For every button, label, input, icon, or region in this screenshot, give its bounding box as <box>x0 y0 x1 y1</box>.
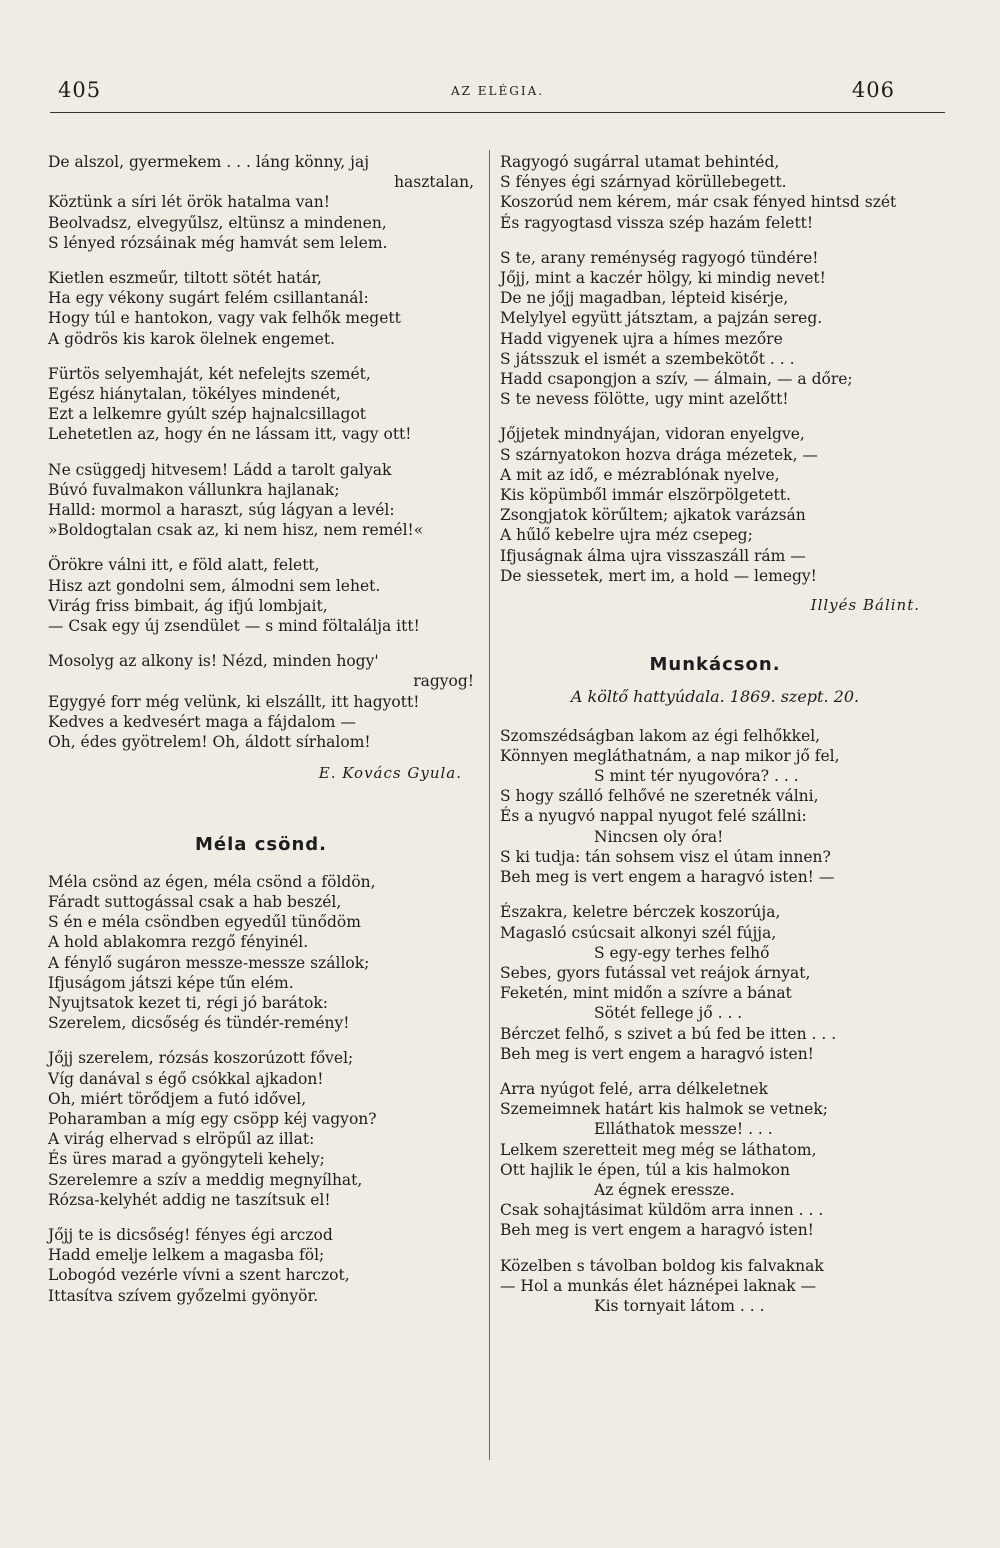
verse-line: Víg danával s égő csókkal ajkadon! <box>48 1069 324 1088</box>
verse-line: Arra nyúgot felé, arra délkeletnek <box>500 1079 768 1098</box>
verse-line: Koszorúd nem kérem, már csak fényed hintsd szét <box>500 193 897 212</box>
author-signature: Illyés Bálint. <box>810 596 920 615</box>
verse-line: Búvó fuvalmakon vállunkra hajlanak; <box>48 480 340 499</box>
verse-line: És a nyugvó nappal nyugot felé szállni: <box>500 807 807 826</box>
verse-line: De alszol, gyermekem . . . láng könny, jaj <box>48 153 369 171</box>
poem-title: Munkácson. <box>649 654 781 676</box>
verse-line: Sötét fellege jő . . . <box>594 1004 743 1023</box>
verse-line: Beh meg is vert engem a haragvó isten! <box>500 1044 814 1063</box>
verse-line: Ragyogó sugárral utamat behintéd, <box>500 153 780 171</box>
stanza <box>48 1225 474 1306</box>
stanza <box>48 152 474 253</box>
verse-line: Szerelem, dicsőség és tündér-remény! <box>48 1014 350 1033</box>
verse-line: Feketén, mint midőn a szívre a bánat <box>500 984 792 1003</box>
verse-line: Az égnek eressze. <box>594 1180 735 1199</box>
verse-line: Lelkem szeretteit meg még se láthatom, <box>500 1140 817 1159</box>
stanza <box>48 555 474 636</box>
verse-line: Csak sohajtásimat küldöm arra innen . . . <box>500 1201 824 1220</box>
verse-line: Méla csönd az égen, méla csönd a földön, <box>48 872 376 891</box>
right-column <box>500 152 930 1331</box>
verse-line: Jőjj szerelem, rózsás koszorúzott fővel; <box>48 1049 354 1068</box>
stanza <box>48 1048 474 1210</box>
verse-line: — Csak egy új zsendület — s mind föltalálja itt! <box>48 617 420 636</box>
verse-line: Ne csüggedj hitvesem! Ládd a tarolt galyak <box>48 460 392 479</box>
verse-line: Oh, miért törődjem a futó idővel, <box>48 1089 307 1108</box>
verse-line: S fényes égi szárnyad körüllebegett. <box>500 173 787 192</box>
poem-munkacson <box>500 655 930 1316</box>
verse-line: Örökre válni itt, e föld alatt, felett, <box>48 556 320 575</box>
stanza <box>500 152 930 233</box>
verse-line: Közelben s távolban boldog kis falvaknak <box>500 1256 824 1275</box>
stanza <box>48 268 474 349</box>
verse-line: Ott hajlik le épen, túl a kis halmokon <box>500 1160 790 1179</box>
poem-subtitle: A költő hattyúdala. 1869. szept. 20. <box>570 687 860 707</box>
verse-line: Kietlen eszmeűr, tiltott sötét határ, <box>48 269 322 288</box>
page-header <box>50 78 945 113</box>
verse-line: Hisz azt gondolni sem, álmodni sem lehet. <box>48 576 381 595</box>
left-column <box>48 152 474 1321</box>
verse-line: Fáradt suttogással csak a hab beszél, <box>48 892 342 911</box>
stanza <box>500 1256 930 1317</box>
verse-line: Ifjuságnak álma ujra visszaszáll rám — <box>500 546 806 565</box>
verse-line: S én e méla csöndben egyedűl tünődöm <box>48 913 361 932</box>
verse-line: Rózsa-kelyhét addig ne taszítsuk el! <box>48 1190 331 1209</box>
verse-line: Egész hiánytalan, tökélyes mindenét, <box>48 385 341 404</box>
stanza <box>500 248 930 410</box>
verse-line: S lényed rózsáinak még hamvát sem lelem. <box>48 233 388 252</box>
verse-line: Virág friss bimbait, ág ifjú lombjait, <box>48 596 328 615</box>
poem-mela-csond-continued <box>500 152 930 615</box>
verse-line: Ha egy vékony sugárt felém csillantanál: <box>48 289 369 308</box>
poem-mela-csond <box>48 835 474 1305</box>
verse-line: Bérczet felhő, s szivet a bú fed be itten . . . <box>500 1024 837 1043</box>
stanza <box>500 902 930 1064</box>
stanza <box>48 872 474 1034</box>
verse-line: De siessetek, mert im, a hold — lemegy! <box>500 566 817 585</box>
stanza <box>500 424 930 586</box>
verse-line: S te nevess fölötte, ugy mint azelőtt! <box>500 390 789 409</box>
verse-line: Hogy túl e hantokon, vagy vak felhők megett <box>48 309 401 328</box>
page-number-right: 406 <box>851 78 895 102</box>
verse-line: Északra, keletre bérczek koszorúja, <box>500 903 781 922</box>
verse-line: S egy-egy terhes felhő <box>594 943 770 962</box>
verse-line: ragyog! <box>413 672 474 691</box>
verse-line: Kedves a kedvesért maga a fájdalom — <box>48 712 356 731</box>
verse-line: Jőjj te is dicsőség! fényes égi arczod <box>48 1225 333 1244</box>
verse-line: hasztalan, <box>394 173 474 192</box>
page-number-left: 405 <box>58 78 102 102</box>
verse-line: Beh meg is vert engem a haragvó isten! <box>500 1221 814 1240</box>
author-signature: E. Kovács Gyula. <box>318 764 462 783</box>
verse-line: S szárnyatokon hozva drága mézetek, — <box>500 445 818 464</box>
verse-line: »Boldogtalan csak az, ki nem hisz, nem remél!« <box>48 521 424 540</box>
verse-line: A mit az idő, e mézrablónak nyelve, <box>500 465 780 484</box>
verse-line: A fénylő sugáron messze-messze szállok; <box>48 953 370 972</box>
stanza <box>48 364 474 445</box>
verse-line: S ki tudja: tán sohsem visz el útam innen? <box>500 847 831 866</box>
verse-line: Nyujtsatok kezet ti, régi jó barátok: <box>48 993 328 1012</box>
verse-line: Könnyen megláthatnám, a nap mikor jő fel, <box>500 746 840 765</box>
stanza <box>48 651 474 752</box>
verse-line: Kis köpümből immár elszörpölgetett. <box>500 486 791 505</box>
verse-line: Hadd csapongjon a szív, — álmain, — a dőre; <box>500 370 853 389</box>
verse-line: Ezt a lelkemre gyúlt szép hajnalcsillagot <box>48 405 367 424</box>
verse-line: Sebes, gyors futással vet reájok árnyat, <box>500 963 811 982</box>
verse-line: Ifjuságom játszi képe tűn elém. <box>48 973 294 992</box>
verse-line: És ragyogtasd vissza szép hazám felett! <box>500 213 814 232</box>
verse-line: Hadd vigyenek ujra a hímes mezőre <box>500 329 783 348</box>
verse-line: S játsszuk el ismét a szembekötőt . . . <box>500 349 795 368</box>
verse-line: Nincsen oly óra! <box>594 827 724 846</box>
verse-line: S te, arany reménység ragyogó tündére! <box>500 248 819 267</box>
poem-kovacs <box>48 152 474 783</box>
stanza <box>500 726 930 888</box>
verse-line: Kis tornyait látom . . . <box>594 1296 765 1315</box>
verse-line: Jőjjetek mindnyájan, vidoran enyelgve, <box>500 425 805 444</box>
stanza <box>500 1079 930 1241</box>
verse-line: A gödrös kis karok ölelnek engemet. <box>48 329 336 348</box>
verse-line: Poharamban a míg egy csöpp kéj vagyon? <box>48 1109 377 1128</box>
verse-line: Szemeimnek határt kis halmok se vetnek; <box>500 1100 828 1119</box>
verse-line: Oh, édes gyötrelem! Oh, áldott sírhalom! <box>48 733 371 752</box>
verse-line: Magasló csúcsait alkonyi szél fújja, <box>500 923 777 942</box>
verse-line: S hogy szálló felhővé ne szeretnék válni, <box>500 787 819 806</box>
verse-line: S mint tér nyugovóra? . . . <box>594 767 799 786</box>
poem-title: Méla csönd. <box>195 834 327 856</box>
verse-line: Lehetetlen az, hogy én ne lássam itt, vagy ott! <box>48 425 412 444</box>
verse-line: Szerelemre a szív a meddig megnyílhat, <box>48 1170 363 1189</box>
verse-line: Beolvadsz, elvegyűlsz, eltünsz a mindenen, <box>48 213 387 232</box>
verse-line: Lobogód vezérle vívni a szent harczot, <box>48 1266 350 1285</box>
verse-line: Halld: mormol a haraszt, súg lágyan a levél: <box>48 501 395 520</box>
verse-line: Melylyel együtt játsztam, a pajzán sereg. <box>500 309 823 328</box>
verse-line: Ittasítva szívem győzelmi gyönyör. <box>48 1286 319 1305</box>
verse-line: A virág elhervad s elröpűl az illat: <box>48 1130 315 1149</box>
verse-line: És üres marad a gyöngyteli kehely; <box>48 1150 325 1169</box>
verse-line: Szomszédságban lakom az égi felhőkkel, <box>500 726 821 745</box>
verse-line: Beh meg is vert engem a haragvó isten! — <box>500 868 835 887</box>
verse-line: A hold ablakomra rezgő fényinél. <box>48 933 309 952</box>
verse-line: Fürtös selyemhaját, két nefelejts szemét, <box>48 364 371 383</box>
verse-line: Köztünk a síri lét örök hatalma van! <box>48 193 330 212</box>
verse-line: Elláthatok messze! . . . <box>594 1120 773 1139</box>
column-divider <box>489 150 490 1460</box>
verse-line: Hadd emelje lelkem a magasba föl; <box>48 1246 325 1265</box>
verse-line: Egygyé forr még velünk, ki elszállt, itt hagyott! <box>48 692 420 711</box>
verse-line: De ne jőjj magadban, lépteid kisérje, <box>500 289 789 308</box>
stanza <box>48 460 474 541</box>
verse-line: — Hol a munkás élet háznépei laknak — <box>500 1276 817 1295</box>
verse-line: Jőjj, mint a kaczér hölgy, ki mindig nevet! <box>500 269 826 288</box>
verse-line: Zsongjatok körűltem; ajkatok varázsán <box>500 506 806 525</box>
verse-line: Mosolyg az alkony is! Nézd, minden hogy' <box>48 652 379 671</box>
running-title: AZ ELÉGIA. <box>450 84 545 98</box>
verse-line: A hűlő kebelre ujra méz csepeg; <box>500 526 753 545</box>
